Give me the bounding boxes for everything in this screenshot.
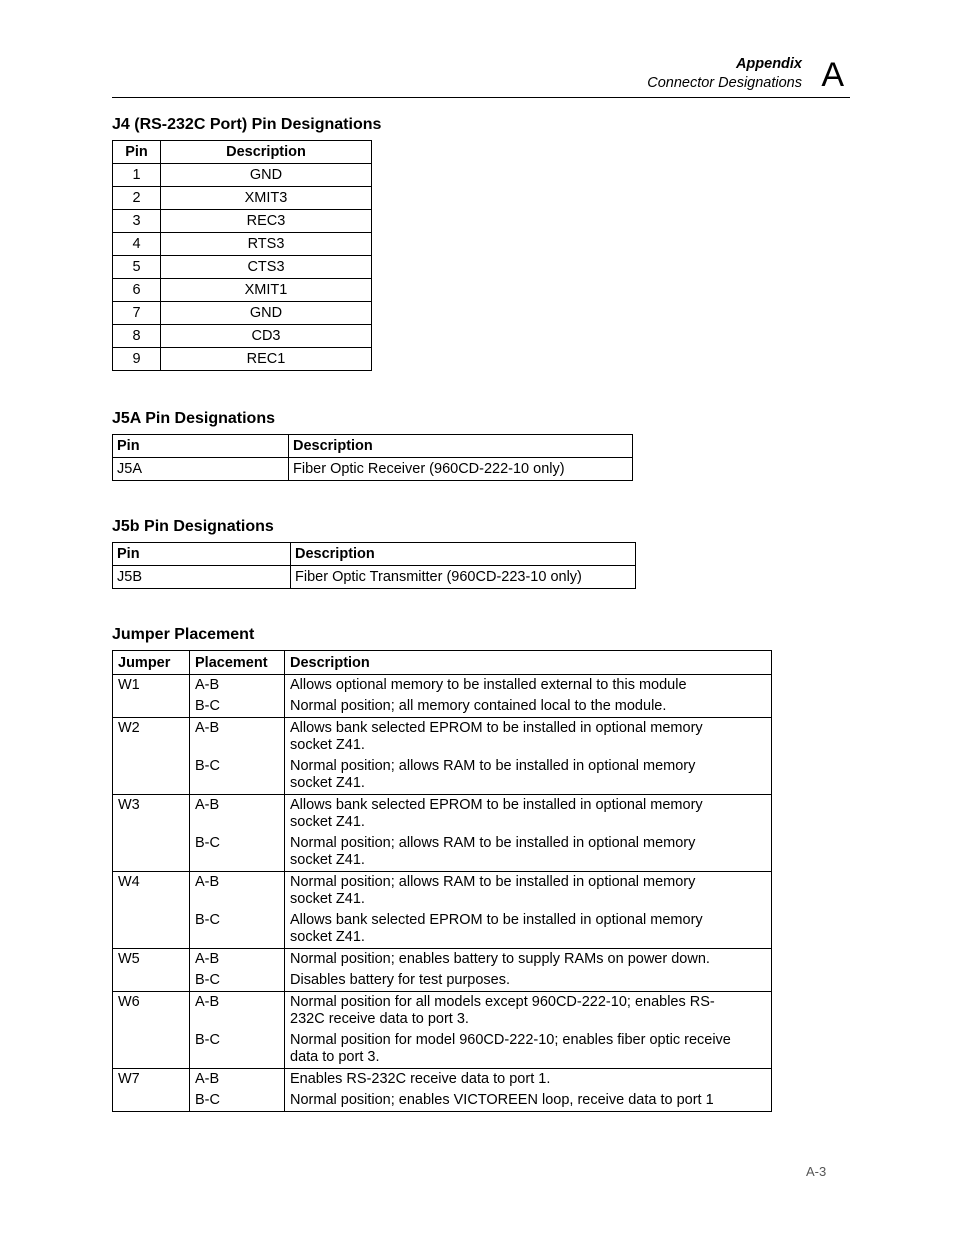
- j5b-description: Fiber Optic Transmitter (960CD-223-10 only): [291, 566, 636, 589]
- j5b-col-description: Description: [291, 543, 636, 566]
- jumper-id: [113, 718, 190, 795]
- placement-ab: A-B: [195, 797, 220, 813]
- j4-col-pin: Pin: [113, 141, 161, 164]
- jumper-label: W5: [118, 951, 140, 967]
- j4-pin: 7: [113, 302, 161, 325]
- header-title: Appendix: [735, 56, 802, 72]
- j4-pin: 8: [113, 325, 161, 348]
- j5a-pin: J5A: [113, 458, 289, 481]
- table-row: [113, 210, 372, 233]
- placement-bc: B-C: [195, 835, 220, 851]
- spacer: [195, 814, 279, 835]
- table-row: [113, 675, 772, 718]
- j5b-table: [112, 542, 636, 589]
- spacer: [195, 1011, 279, 1032]
- table-row: [113, 302, 372, 325]
- j5a-description: Fiber Optic Receiver (960CD-222-10 only): [289, 458, 633, 481]
- jumper-title: Jumper Placement: [112, 626, 255, 643]
- j5a-col-description: Description: [289, 435, 633, 458]
- placement-bc: B-C: [195, 1092, 220, 1108]
- jumper-placement: [190, 1069, 285, 1112]
- jumper-description: [285, 795, 772, 872]
- jumper-col-description: Description: [285, 651, 772, 675]
- description-bc-line: socket Z41.: [290, 775, 365, 791]
- jumper-description: [285, 1069, 772, 1112]
- page-number: A-3: [806, 1164, 827, 1179]
- description-ab-line: Allows bank selected EPROM to be installed in optional memory: [290, 720, 703, 736]
- j4-description: CTS3: [161, 256, 372, 279]
- jumper-label: W4: [118, 874, 140, 890]
- j4-description: REC1: [161, 348, 372, 371]
- description-bc-line: data to port 3.: [290, 1049, 380, 1065]
- j5b-title: J5b Pin Designations: [112, 518, 274, 535]
- j5a-table: [112, 434, 633, 481]
- j4-description: XMIT1: [161, 279, 372, 302]
- jumper-placement: [190, 949, 285, 992]
- j4-pin: 9: [113, 348, 161, 371]
- jumper-label: W3: [118, 797, 140, 813]
- jumper-placement: [190, 718, 285, 795]
- table-row: [113, 187, 372, 210]
- j4-pin: 3: [113, 210, 161, 233]
- placement-bc: B-C: [195, 758, 220, 774]
- j4-description: GND: [161, 302, 372, 325]
- jumper-description: [285, 718, 772, 795]
- description-ab-line: Allows bank selected EPROM to be installed in optional memory: [290, 797, 703, 813]
- placement-ab: A-B: [195, 994, 220, 1010]
- j4-pin: 5: [113, 256, 161, 279]
- description-bc-line: Normal position; allows RAM to be installed in optional memory: [290, 758, 696, 774]
- description-bc-line: socket Z41.: [290, 929, 365, 945]
- description-ab-line: Normal position; enables battery to supply RAMs on power down.: [290, 951, 710, 967]
- jumper-id: [113, 1069, 190, 1112]
- description-ab-line: socket Z41.: [290, 737, 365, 753]
- description-bc-line: Allows bank selected EPROM to be installed in optional memory: [290, 912, 703, 928]
- table-row: [113, 1069, 772, 1112]
- description-bc-line: Normal position for model 960CD-222-10; enables fiber optic receive: [290, 1032, 731, 1048]
- table-row: [113, 795, 772, 872]
- description-bc-line: Normal position; allows RAM to be installed in optional memory: [290, 835, 696, 851]
- jumper-placement: [190, 992, 285, 1069]
- appendix-letter: A: [821, 56, 844, 94]
- jumper-id: [113, 949, 190, 992]
- placement-bc: B-C: [195, 972, 220, 988]
- j5b-col-pin: Pin: [113, 543, 291, 566]
- table-row: [113, 348, 372, 371]
- description-ab-line: Enables RS-232C receive data to port 1.: [290, 1071, 551, 1087]
- jumper-label: W6: [118, 994, 140, 1010]
- placement-ab: A-B: [195, 720, 220, 736]
- j4-col-description: Description: [161, 141, 372, 164]
- jumper-id: [113, 872, 190, 949]
- j5b-pin: J5B: [113, 566, 291, 589]
- jumper-description: [285, 992, 772, 1069]
- jumper-description: [285, 949, 772, 992]
- description-ab-line: Normal position; allows RAM to be installed in optional memory: [290, 874, 696, 890]
- jumper-id: [113, 992, 190, 1069]
- placement-bc: B-C: [195, 698, 220, 714]
- spacer: [195, 737, 279, 758]
- j4-pin: 2: [113, 187, 161, 210]
- placement-ab: A-B: [195, 874, 220, 890]
- description-bc-line: Normal position; enables VICTOREEN loop, receive data to port 1: [290, 1092, 714, 1108]
- table-row: [113, 279, 372, 302]
- description-ab-line: Normal position for all models except 960CD-222-10; enables RS-: [290, 994, 715, 1010]
- jumper-table: [112, 650, 772, 1112]
- jumper-id: [113, 675, 190, 718]
- jumper-placement: [190, 872, 285, 949]
- j4-pin: 4: [113, 233, 161, 256]
- description-ab-line: 232C receive data to port 3.: [290, 1011, 469, 1027]
- table-row: [113, 233, 372, 256]
- table-row: [113, 458, 633, 481]
- placement-ab: A-B: [195, 1071, 220, 1087]
- placement-ab: A-B: [195, 951, 220, 967]
- j4-description: CD3: [161, 325, 372, 348]
- spacer: [195, 891, 279, 912]
- description-ab-line: socket Z41.: [290, 891, 365, 907]
- table-row: [113, 164, 372, 187]
- j4-description: RTS3: [161, 233, 372, 256]
- table-row: [113, 566, 636, 589]
- j5a-title: J5A Pin Designations: [112, 410, 275, 427]
- j4-description: XMIT3: [161, 187, 372, 210]
- jumper-label: W7: [118, 1071, 140, 1087]
- j4-pin: 1: [113, 164, 161, 187]
- jumper-col-jumper: Jumper: [113, 651, 190, 675]
- description-bc-line: Disables battery for test purposes.: [290, 972, 511, 988]
- header-subtitle: Connector Designations: [647, 75, 802, 91]
- j4-title: J4 (RS-232C Port) Pin Designations: [112, 116, 382, 133]
- jumper-label: W1: [118, 677, 140, 693]
- page-header: [112, 55, 850, 98]
- jumper-col-placement: Placement: [190, 651, 285, 675]
- j4-table: [112, 140, 372, 371]
- table-row: [113, 256, 372, 279]
- table-row: [113, 872, 772, 949]
- jumper-description: [285, 675, 772, 718]
- description-ab-line: Allows optional memory to be installed external to this module: [290, 677, 687, 693]
- placement-bc: B-C: [195, 1032, 220, 1048]
- table-row: [113, 949, 772, 992]
- description-ab-line: socket Z41.: [290, 814, 365, 830]
- description-bc-line: Normal position; all memory contained local to the module.: [290, 698, 667, 714]
- j4-description: REC3: [161, 210, 372, 233]
- description-bc-line: socket Z41.: [290, 852, 365, 868]
- header-text: [647, 55, 802, 93]
- table-row: [113, 992, 772, 1069]
- j5a-col-pin: Pin: [113, 435, 289, 458]
- jumper-label: W2: [118, 720, 140, 736]
- table-row: [113, 325, 372, 348]
- jumper-placement: [190, 795, 285, 872]
- j4-pin: 6: [113, 279, 161, 302]
- jumper-placement: [190, 675, 285, 718]
- jumper-description: [285, 872, 772, 949]
- j4-description: GND: [161, 164, 372, 187]
- jumper-id: [113, 795, 190, 872]
- table-row: [113, 718, 772, 795]
- placement-ab: A-B: [195, 677, 220, 693]
- placement-bc: B-C: [195, 912, 220, 928]
